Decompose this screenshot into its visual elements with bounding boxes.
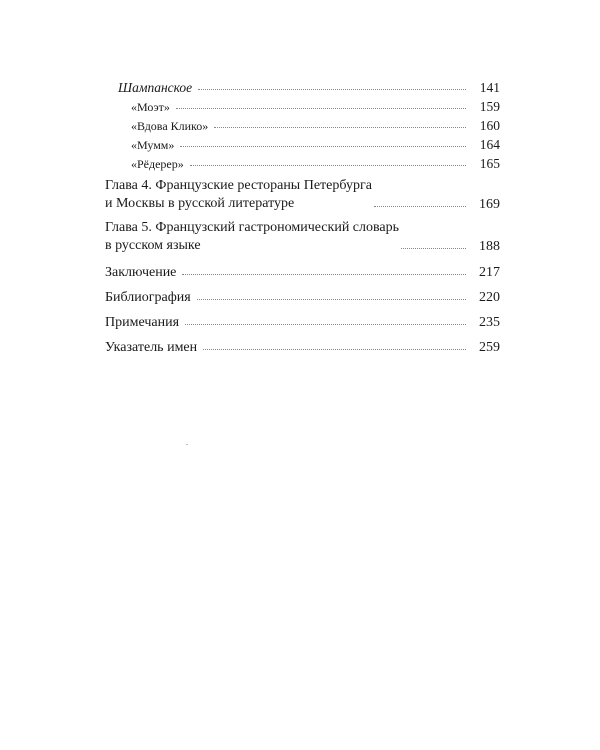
toc-entry-title-line-1: Глава 5. Французский гастрономический словарь <box>105 220 400 235</box>
toc-entry-title: «Моэт» <box>131 100 174 115</box>
table-of-contents <box>105 76 500 356</box>
toc-entry-chapter-4[interactable] <box>105 177 500 213</box>
toc-entry-title: Указатель имен <box>105 340 201 356</box>
toc-entry-title-line-1: Глава 4. Французские рестораны Петербурга <box>105 178 372 193</box>
toc-entry-notes[interactable] <box>105 311 500 331</box>
toc-entry-clicquot[interactable] <box>131 115 500 134</box>
dot-leader <box>401 248 466 249</box>
toc-entry-title: Заключение <box>105 265 180 281</box>
toc-entry-title: «Мумм» <box>131 138 178 153</box>
dot-leader <box>190 165 466 166</box>
toc-page-number: 165 <box>472 156 500 172</box>
toc-page-number: 160 <box>472 118 500 134</box>
dot-leader <box>182 274 466 275</box>
toc-entry-title <box>105 177 372 213</box>
toc-entry-index[interactable] <box>105 336 500 356</box>
dot-leader <box>203 349 466 350</box>
dot-leader <box>197 299 466 300</box>
toc-entry-moet[interactable] <box>131 96 500 115</box>
toc-entry-roederer[interactable] <box>131 153 500 172</box>
dot-leader <box>214 127 466 128</box>
toc-entry-title-line-2: и Москвы в русской литературе <box>105 195 372 213</box>
toc-page-number: 169 <box>472 197 500 213</box>
toc-page-number: 159 <box>472 99 500 115</box>
toc-entry-title-line-2: в русском языке <box>105 237 399 255</box>
toc-page-number: 259 <box>472 340 500 356</box>
toc-entry-champagne[interactable] <box>118 76 500 96</box>
toc-page-number: 217 <box>472 265 500 281</box>
toc-entry-mumm[interactable] <box>131 134 500 153</box>
dot-leader <box>180 146 466 147</box>
toc-page-number: 164 <box>472 137 500 153</box>
toc-entry-title: Шампанское <box>118 80 196 96</box>
toc-entry-chapter-5[interactable] <box>105 219 500 255</box>
dot-leader <box>198 89 466 90</box>
toc-entry-title: «Вдова Клико» <box>131 119 212 134</box>
toc-page-number: 188 <box>472 239 500 255</box>
toc-entry-title: «Рёдерер» <box>131 157 188 172</box>
toc-page-number: 220 <box>472 290 500 306</box>
dot-leader <box>374 206 466 207</box>
toc-entry-bibliography[interactable] <box>105 286 500 306</box>
toc-entry-title: Библиография <box>105 290 195 306</box>
toc-entry-title: Примечания <box>105 315 183 331</box>
dot-leader <box>185 324 466 325</box>
toc-page-number: 235 <box>472 315 500 331</box>
toc-page-number: 141 <box>472 80 500 96</box>
print-speck <box>186 444 188 445</box>
toc-entry-title <box>105 219 399 255</box>
toc-entry-conclusion[interactable] <box>105 261 500 281</box>
dot-leader <box>176 108 466 109</box>
